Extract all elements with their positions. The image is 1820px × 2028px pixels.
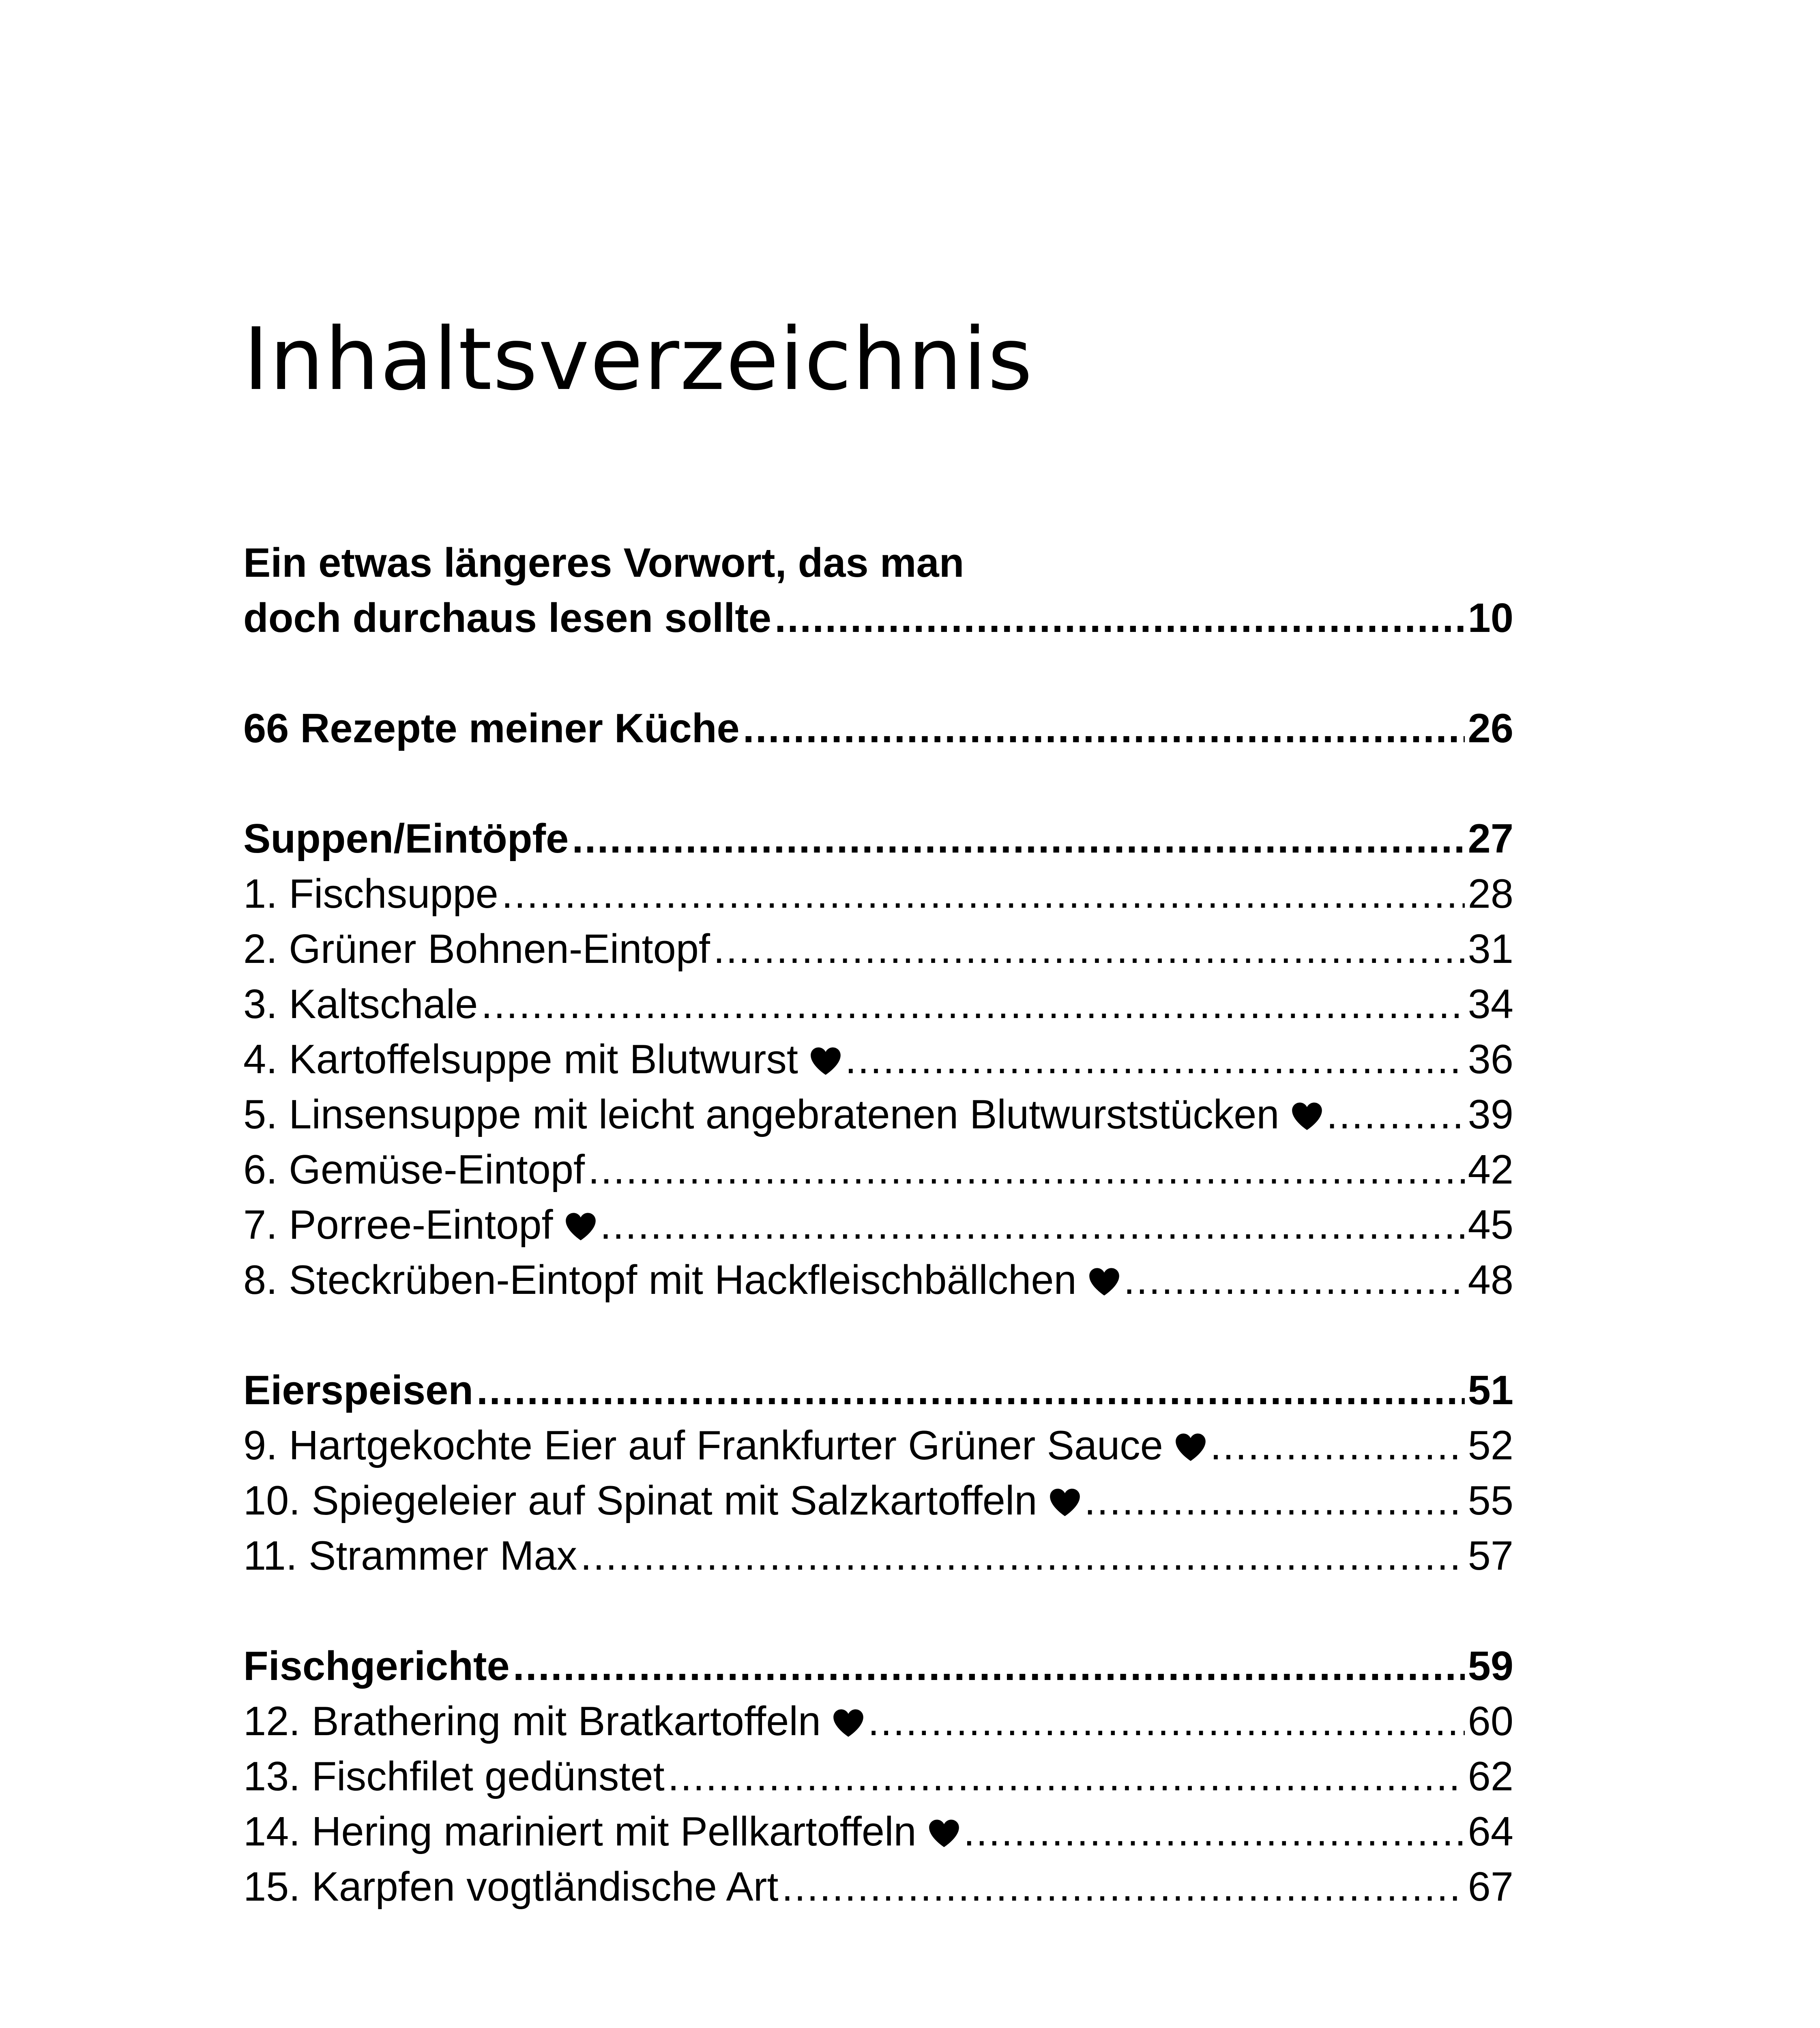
- toc-entry-title: 1. Fischsuppe: [243, 871, 498, 917]
- leader-dots: [588, 1142, 1465, 1197]
- leader-dots: [1084, 1473, 1465, 1528]
- spacer: [243, 756, 1513, 811]
- spacer: [243, 1308, 1513, 1363]
- toc-page-number: 39: [1468, 1092, 1513, 1137]
- leader-dots: [868, 1694, 1465, 1749]
- toc-entry-title: 8. Steckrüben-Eintopf mit Hackfleischbällchen: [243, 1257, 1077, 1303]
- toc-entry-recipes[interactable]: [243, 701, 1513, 756]
- toc-page-number: 48: [1468, 1257, 1513, 1303]
- toc-entry-label: [243, 922, 710, 977]
- toc-page-number: 28: [1468, 871, 1513, 917]
- leader-dots: [1124, 1252, 1465, 1308]
- leader-dots: [964, 1804, 1465, 1859]
- toc-entry-label: [243, 1197, 597, 1252]
- toc-entry-title: 12. Brathering mit Bratkartoffeln: [243, 1699, 821, 1744]
- toc-entry-label: [243, 1032, 842, 1087]
- toc-page-number: 59: [1468, 1643, 1513, 1689]
- toc-entry-label: doch durchaus lesen sollte: [243, 595, 772, 641]
- toc-entry[interactable]: [243, 922, 1513, 977]
- toc-entry-label: [243, 1252, 1120, 1308]
- toc-entry[interactable]: [243, 1749, 1513, 1804]
- leader-dots: [600, 1197, 1465, 1252]
- leader-dots: [502, 866, 1465, 922]
- toc-page-number: 51: [1468, 1368, 1513, 1413]
- toc-entry[interactable]: [243, 1142, 1513, 1197]
- toc-entry[interactable]: [243, 1087, 1513, 1142]
- toc-page-number: 52: [1468, 1423, 1513, 1468]
- toc-page-number: 31: [1468, 926, 1513, 972]
- toc-entry-title: 9. Hartgekochte Eier auf Frankfurter Grüner Sauce: [243, 1423, 1163, 1468]
- toc-entry[interactable]: [243, 977, 1513, 1032]
- toc-entry-title: 6. Gemüse-Eintopf: [243, 1147, 585, 1192]
- page-title: Inhaltsverzeichnis: [243, 309, 1033, 409]
- heart-icon: [1174, 1420, 1207, 1450]
- toc-entry-label: [243, 977, 478, 1032]
- leader-dots: [1210, 1418, 1465, 1473]
- leader-dots: [572, 811, 1464, 866]
- toc-entry[interactable]: [243, 1804, 1513, 1859]
- toc-entry-title: 11. Strammer Max: [243, 1533, 577, 1579]
- toc-entry-title: 10. Spiegeleier auf Spinat mit Salzkartoffeln: [243, 1478, 1037, 1523]
- heart-icon: [1291, 1089, 1323, 1119]
- spacer: [243, 646, 1513, 701]
- toc-section-heading[interactable]: [243, 811, 1513, 866]
- toc-section-heading[interactable]: [243, 1639, 1513, 1694]
- spacer: [243, 1583, 1513, 1639]
- leader-dots: [580, 1528, 1465, 1583]
- toc-entry-title: 15. Karpfen vogtländische Art: [243, 1864, 779, 1910]
- toc-sections: [243, 756, 1513, 1914]
- toc-entry-title: 4. Kartoffelsuppe mit Blutwurst: [243, 1037, 798, 1082]
- toc-entry-label: [243, 1804, 960, 1859]
- toc-entry-title: 7. Porree-Eintopf: [243, 1202, 553, 1248]
- leader-dots: [743, 701, 1465, 756]
- toc-section-heading[interactable]: [243, 1363, 1513, 1418]
- leader-dots: [845, 1032, 1465, 1087]
- leader-dots: [713, 922, 1465, 977]
- toc-page-number: 27: [1468, 816, 1513, 861]
- leader-dots: [481, 977, 1464, 1032]
- toc-page-number: 60: [1468, 1699, 1513, 1744]
- intro-line-1: Ein etwas längeres Vorwort, das man: [243, 540, 964, 586]
- toc-entry-title: 14. Hering mariniert mit Pellkartoffeln: [243, 1809, 916, 1854]
- toc-page-number: 62: [1468, 1754, 1513, 1799]
- toc-entry-label: [243, 1087, 1323, 1142]
- toc-entry-label: 66 Rezepte meiner Küche: [243, 706, 740, 751]
- toc-entry-label: [243, 1528, 577, 1583]
- heart-icon: [832, 1696, 865, 1725]
- toc-page-number: 10: [1468, 595, 1513, 641]
- toc-entry-label: [243, 1859, 778, 1914]
- toc-entry-label: [243, 866, 498, 922]
- heart-icon: [809, 1034, 842, 1063]
- toc-section-label: Suppen/Eintöpfe: [243, 816, 569, 861]
- toc-section-label: Eierspeisen: [243, 1368, 474, 1413]
- toc-entry[interactable]: [243, 1032, 1513, 1087]
- toc-entry-label: [243, 1749, 665, 1804]
- toc-entry-title: 13. Fischfilet gedünstet: [243, 1754, 665, 1799]
- toc-entry[interactable]: [243, 1528, 1513, 1583]
- toc-page-number: 55: [1468, 1478, 1513, 1523]
- toc-entry[interactable]: [243, 1473, 1513, 1528]
- heart-icon: [1049, 1476, 1081, 1505]
- toc-page-number: 36: [1468, 1037, 1513, 1082]
- toc-page-number: 34: [1468, 982, 1513, 1027]
- toc-page-number: 57: [1468, 1533, 1513, 1579]
- toc-entry-title: 2. Grüner Bohnen-Eintopf: [243, 926, 710, 972]
- heart-icon: [1088, 1255, 1120, 1284]
- toc-entry[interactable]: [243, 1859, 1513, 1914]
- leader-dots: [781, 1859, 1464, 1914]
- toc-entry-label: [243, 1142, 585, 1197]
- leader-dots: [476, 1363, 1465, 1418]
- toc-page-number: 42: [1468, 1147, 1513, 1192]
- toc-section-label: Fischgerichte: [243, 1643, 510, 1689]
- toc-entry-intro[interactable]: [243, 591, 1513, 646]
- leader-dots: [775, 591, 1465, 646]
- heart-icon: [928, 1807, 960, 1836]
- leader-dots: [513, 1639, 1465, 1694]
- toc-entry[interactable]: [243, 866, 1513, 922]
- toc-page-number: 45: [1468, 1202, 1513, 1248]
- toc-entry-title: 3. Kaltschale: [243, 982, 478, 1027]
- toc-entry-label: [243, 1418, 1207, 1473]
- heart-icon: [564, 1200, 597, 1229]
- toc-entry[interactable]: [243, 1197, 1513, 1252]
- toc-entry[interactable]: [243, 1252, 1513, 1308]
- toc-page-number: 26: [1468, 706, 1513, 751]
- toc-entry-label: [243, 1694, 865, 1749]
- leader-dots: [1326, 1087, 1465, 1142]
- toc-entry-label: [243, 1473, 1081, 1528]
- toc-entry[interactable]: [243, 1418, 1513, 1473]
- toc-page-number: 67: [1468, 1864, 1513, 1910]
- table-of-contents: [243, 535, 1513, 1914]
- toc-entry-title: 5. Linsensuppe mit leicht angebratenen Blutwurststücken: [243, 1092, 1279, 1137]
- toc-entry[interactable]: [243, 1694, 1513, 1749]
- toc-page-number: 64: [1468, 1809, 1513, 1854]
- leader-dots: [668, 1749, 1465, 1804]
